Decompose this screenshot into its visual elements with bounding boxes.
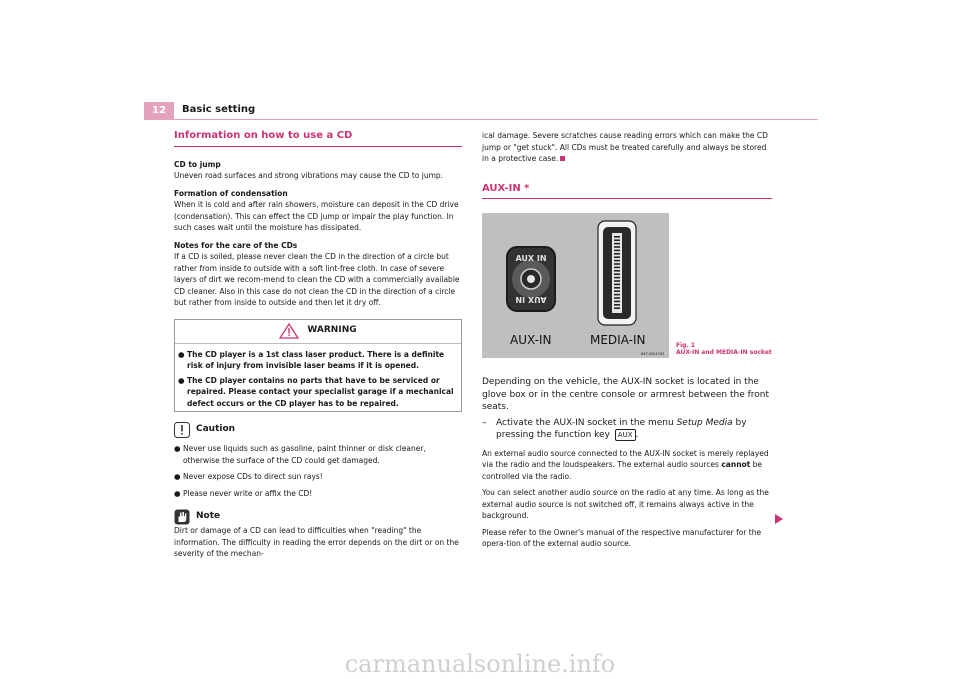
subhead-cd-jump: CD to jump	[174, 159, 221, 169]
aux-note-1: An external audio source connected to the AUX-IN socket is merely replayed via the radio and the loudspeakers. The external audio sources cannot be controlled via the radio.	[482, 448, 769, 481]
paragraph-cd-jump: Uneven road surfaces and strong vibrations may cause the CD to jump.	[174, 171, 444, 180]
caution-item: ● Never use liquids such as gasoline, paint thinner or disk cleaner, otherwise the surface of the CD could get damaged.	[174, 444, 426, 465]
note-paragraph: Dirt or damage of a CD can lead to difficulties when "reading" the information. The difficulty in reading the error depends on the dirt or on the severity of the mechan-	[174, 526, 459, 558]
caution-item: ● Never expose CDs to direct sun rays!	[174, 472, 323, 481]
caution-header	[174, 422, 462, 438]
footer-watermark: carmanualsonline.info	[344, 650, 616, 678]
warning-box	[174, 319, 462, 413]
right-column	[482, 130, 772, 211]
aux-step: – Activate the AUX-IN socket in the menu Setup Media by pressing the function key AUX .	[482, 417, 747, 440]
aux-function-key: AUX	[615, 429, 636, 441]
continue-arrow-icon	[775, 514, 783, 524]
aux-in-label: AUX-IN	[510, 333, 552, 347]
note-title: Note	[196, 511, 221, 522]
aux-note-2: You can select another audio source on the radio at any time. As long as the external audio source is not switched off, it remains always active in the background.	[482, 488, 769, 520]
warning-header	[175, 320, 461, 344]
figure-code: B4T-0004763	[641, 352, 665, 356]
page-number: 12	[144, 102, 174, 120]
caution-exclamation-icon	[174, 422, 190, 438]
figure-caption	[676, 342, 776, 356]
socket-illustration	[482, 213, 669, 358]
subhead-care: Notes for the care of the CDs	[174, 240, 298, 250]
warning-title: WARNING	[307, 325, 357, 336]
paragraph-care: If a CD is soiled, please never clean the CD in the direction of a circle but rather from inside to outside with a soft lint-free cloth. In case of severe layers of dirt we recom-mend to clean the CD with a commercially available CD cleaner. Also in this case do not clean the CD in the direction of a circle but rather from inside to outside and then let it dry off.	[174, 252, 460, 307]
warning-item: ● The CD player contains no parts that have to be serviced or repaired. Please contact your specialist garage if a mechanical defect occurs or the CD player has to be repaired.	[178, 375, 454, 408]
aux-notes	[482, 448, 772, 550]
end-of-section-mark	[560, 156, 565, 161]
figure-caption-text: AUX-IN and MEDIA-IN socket	[676, 349, 772, 356]
caution-list	[174, 443, 462, 499]
chapter-title: Basic setting	[182, 104, 256, 115]
aux-media-figure	[482, 213, 669, 358]
caution-title: Caution	[196, 424, 236, 435]
aux-text-block	[482, 362, 772, 550]
aux-ring-label-top: AUX IN	[515, 254, 547, 263]
aux-ring-label-bottom: AUX IN	[515, 295, 547, 304]
page-header	[144, 100, 818, 120]
section-title-aux: AUX-IN *	[482, 183, 772, 200]
section-title-cd: Information on how to use a CD	[174, 130, 462, 147]
warning-item: ● The CD player is a 1st class laser product. There is a definite risk of injury from invisible laser beams if it is opened.	[178, 349, 445, 370]
subhead-condensation: Formation of condensation	[174, 188, 288, 198]
media-in-label: MEDIA-IN	[590, 333, 646, 347]
aux-intro: Depending on the vehicle, the AUX-IN socket is located in the glove box or in the centre console or armrest between the front seats.	[482, 377, 770, 412]
left-column	[174, 130, 462, 560]
note-hand-icon	[174, 509, 190, 525]
figure-caption-number: Fig. 1	[676, 342, 695, 349]
aux-jack-icon	[527, 275, 535, 283]
menu-name: Setup Media	[676, 417, 733, 428]
paragraph-condensation: When it is cold and after rain showers, moisture can deposit in the CD drive (condensation). This can effect the CD jump or impair the play function. In such cases wait until the moisture has dissipated.	[174, 200, 459, 232]
continued-paragraph: ical damage. Severe scratches cause reading errors which can make the CD jump or "get stuck". All CDs must be treated carefully and always be stored in a protective case.	[482, 131, 768, 163]
caution-item: ● Please never write or affix the CD!	[174, 488, 313, 498]
note-header	[174, 509, 462, 525]
warning-body	[175, 344, 461, 410]
warning-triangle-icon	[279, 323, 299, 339]
aux-note-3: Please refer to the Owner's manual of the respective manufacturer for the opera-tion of the external audio source.	[482, 527, 762, 548]
